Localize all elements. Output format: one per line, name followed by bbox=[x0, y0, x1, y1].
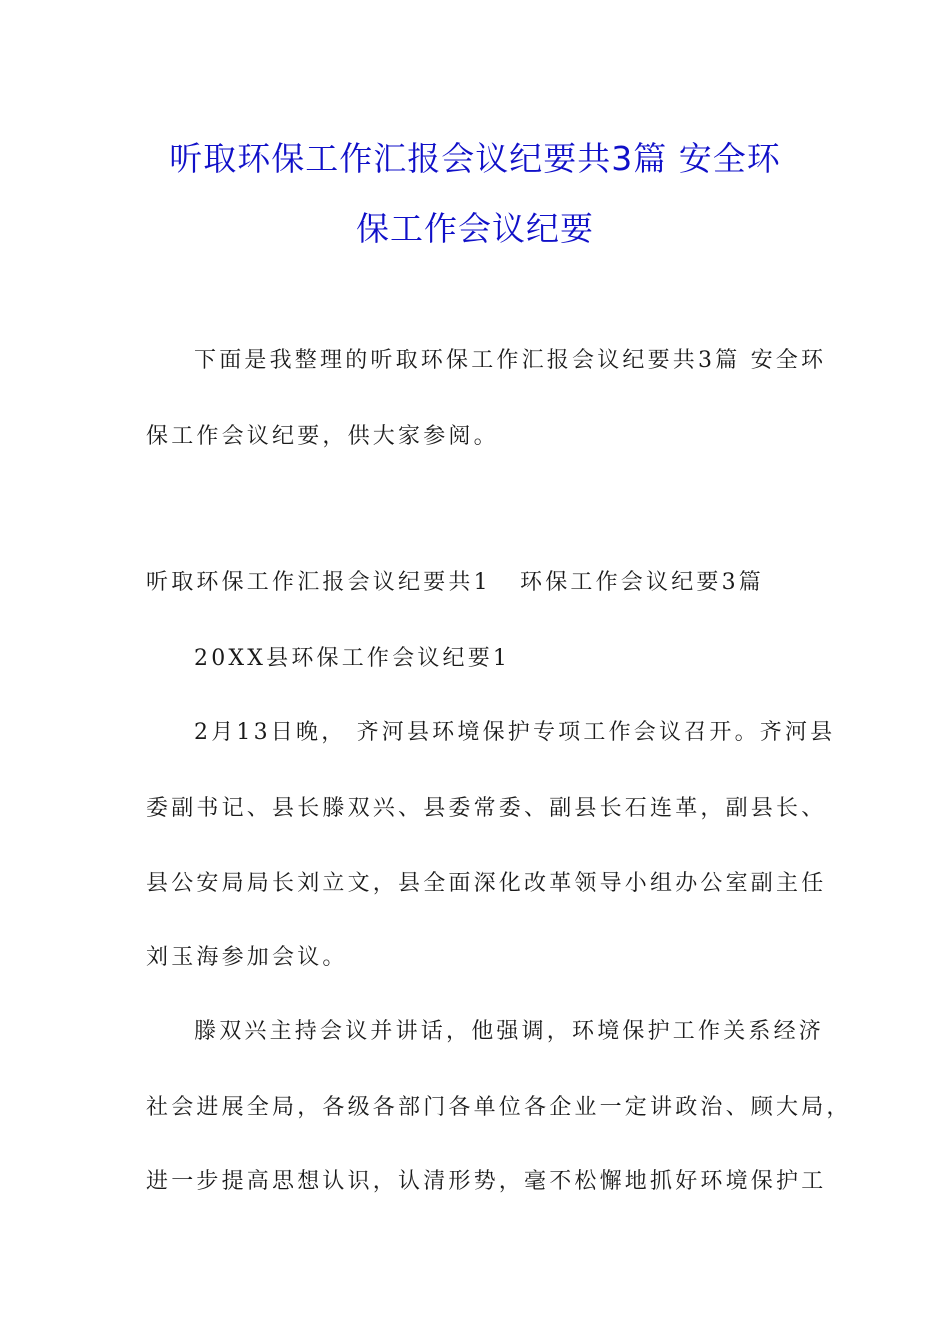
document-title-line-1: 听取环保工作汇报会议纪要共3篇 安全环 bbox=[169, 139, 781, 178]
paragraph-2-line-2: 社会进展全局，各级各部门各单位各企业一定讲政治、顾大局， bbox=[146, 1095, 852, 1120]
paragraph-1-line-2: 委副书记、县长滕双兴、县委常委、副县长石连革，副县长、 bbox=[146, 796, 827, 821]
paragraph-1-line-3: 县公安局局长刘立文，县全面深化改革领导小组办公室副主任 bbox=[146, 871, 827, 896]
intro-line-2: 保工作会议纪要，供大家参阅。 bbox=[146, 424, 499, 449]
paragraph-1-line-1: 2月13日晚， 齐河县环境保护专项工作会议召开。齐河县 bbox=[194, 720, 836, 745]
paragraph-2-line-3: 进一步提高思想认识，认清形势，毫不松懈地抓好环境保护工 bbox=[146, 1169, 827, 1194]
intro-line-1: 下面是我整理的听取环保工作汇报会议纪要共3篇 安全环 bbox=[194, 348, 827, 373]
paragraph-2-line-1: 滕双兴主持会议并讲话，他强调，环境保护工作关系经济 bbox=[194, 1019, 825, 1044]
section-heading-left: 听取环保工作汇报会议纪要共1 bbox=[146, 570, 491, 595]
document-title-line-2: 保工作会议纪要 bbox=[356, 209, 594, 248]
paragraph-1-line-4: 刘玉海参加会议。 bbox=[146, 945, 348, 970]
section-heading-right: 环保工作会议纪要3篇 bbox=[520, 570, 764, 595]
subheading: 20XX县环保工作会议纪要1 bbox=[194, 646, 511, 671]
